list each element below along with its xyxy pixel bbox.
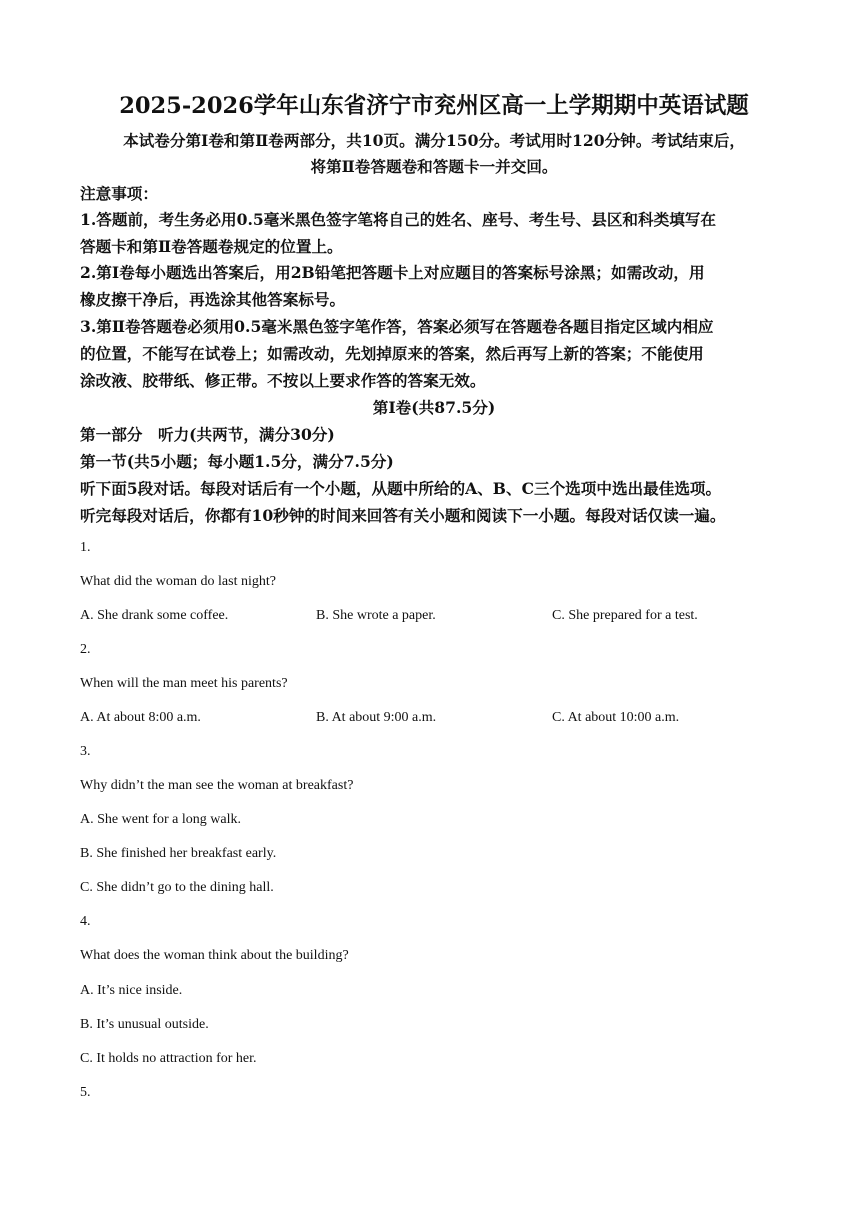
option-a: A. At about 8:00 a.m. [80, 710, 201, 725]
question-number: 5. [80, 1085, 91, 1100]
notice-line: 的位置，不能写在试卷上；如需改动，先划掉原来的答案，然后再写上新的答案；不能使用 [80, 344, 704, 363]
page-title: 2025-2026学年山东省济宁市兖州区高一上学期期中英语试题 [119, 93, 749, 119]
option-a: A. She went for a long walk. [80, 812, 241, 827]
option-b: B. She wrote a paper. [316, 608, 436, 623]
directions-line: 听下面5段对话。每段对话后有一个小题，从题中所给的A、B、C三个选项中选出最佳选项。 [80, 479, 722, 498]
option-b: B. It’s unusual outside. [80, 1017, 209, 1032]
question-text: What does the woman think about the building? [80, 948, 349, 963]
directions-line: 听完每段对话后，你都有10秒钟的时间来回答有关小题和阅读下一小题。每段对话仅读一遍。 [80, 506, 726, 525]
part-title: 第一部分 听力(共两节，满分30分) [80, 425, 335, 444]
notice-line: 橡皮擦干净后，再选涂其他答案标号。 [80, 290, 346, 309]
option-c: C. At about 10:00 a.m. [552, 710, 680, 725]
volume-title: 第Ⅰ卷(共87.5分) [372, 398, 496, 417]
notice-line: 2.第Ⅰ卷每小题选出答案后，用2B铅笔把答题卡上对应题目的答案标号涂黑；如需改动，用 [80, 263, 705, 282]
section-title: 第一节(共5小题；每小题1.5分，满分7.5分) [80, 452, 394, 471]
option-a: A. It’s nice inside. [80, 983, 183, 998]
question-number: 3. [80, 744, 91, 759]
option-b: B. At about 9:00 a.m. [316, 710, 437, 725]
option-c: C. She didn’t go to the dining hall. [80, 880, 274, 895]
notice-line: 3.第Ⅱ卷答题卷必须用0.5毫米黑色签字笔作答，答案必须写在答题卷各题目指定区域内相应 [80, 317, 714, 336]
notice-line: 1.答题前，考生务必用0.5毫米黑色签字笔将自己的姓名、座号、考生号、县区和科类填写在 [80, 210, 716, 229]
question-number: 4. [80, 914, 91, 929]
notice-line: 涂改液、胶带纸、修正带。不按以上要求作答的答案无效。 [80, 371, 486, 390]
intro-line-1: 本试卷分第Ⅰ卷和第Ⅱ卷两部分，共10页。满分150分。考试用时120分钟。考试结束后， [123, 131, 745, 150]
option-c: C. It holds no attraction for her. [80, 1051, 257, 1066]
notice-heading: 注意事项： [80, 184, 158, 203]
question-number: 2. [80, 642, 91, 657]
question-number: 1. [80, 540, 91, 555]
option-c: C. She prepared for a test. [552, 608, 698, 623]
intro-line-2: 将第Ⅱ卷答题卷和答题卡一并交回。 [310, 157, 558, 176]
question-text: Why didn’t the man see the woman at breakfast? [80, 778, 354, 793]
question-text: What did the woman do last night? [80, 574, 276, 589]
notice-line: 答题卡和第Ⅱ卷答题卷规定的位置上。 [80, 237, 343, 256]
option-a: A. She drank some coffee. [80, 608, 229, 623]
option-b: B. She finished her breakfast early. [80, 846, 277, 861]
question-text: When will the man meet his parents? [80, 676, 288, 691]
